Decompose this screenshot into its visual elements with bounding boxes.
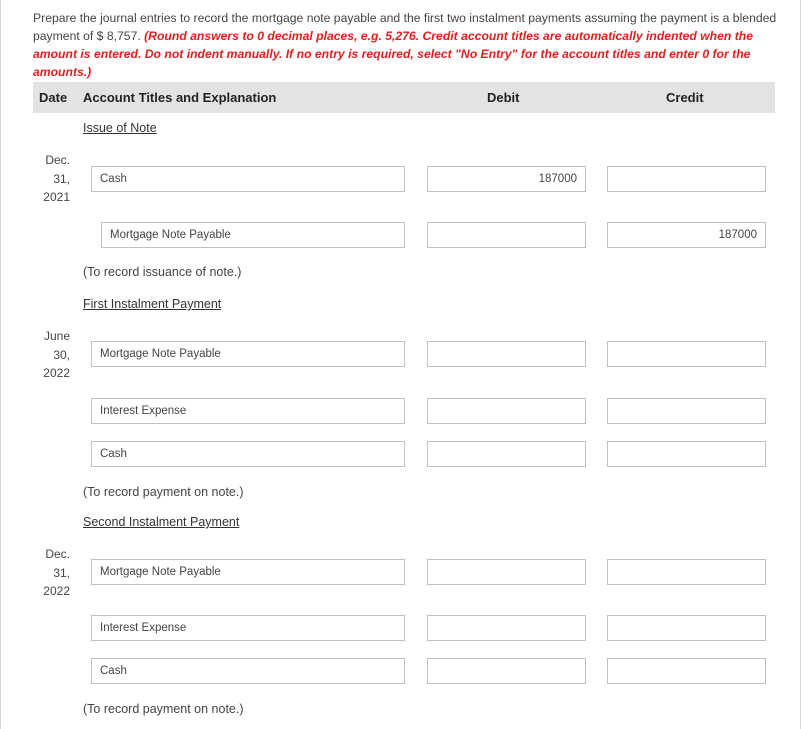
account-input[interactable]: Cash (91, 658, 405, 684)
date-year: 2021 (43, 190, 70, 204)
date-month: Dec. (45, 153, 70, 167)
account-input[interactable]: Interest Expense (91, 615, 405, 641)
table-header (33, 82, 775, 113)
account-input[interactable]: Mortgage Note Payable (101, 222, 405, 248)
header-date: Date (39, 90, 68, 105)
debit-input[interactable] (427, 222, 586, 248)
date-year: 2022 (43, 366, 70, 380)
credit-input[interactable]: 187000 (607, 222, 766, 248)
entry-note-2: (To record payment on note.) (83, 485, 244, 499)
entry-date-3 (35, 545, 70, 601)
header-debit: Debit (487, 90, 520, 105)
account-input[interactable]: Cash (91, 441, 405, 467)
debit-input[interactable] (427, 398, 586, 424)
account-input[interactable]: Interest Expense (91, 398, 405, 424)
entry-note-1: (To record issuance of note.) (83, 265, 242, 279)
date-month: June (43, 329, 70, 343)
debit-input[interactable] (427, 559, 586, 585)
instructions (33, 9, 778, 81)
entry-date-2 (35, 327, 70, 383)
credit-input[interactable] (607, 166, 766, 192)
header-account: Account Titles and Explanation (83, 90, 277, 105)
date-day: 31, (53, 171, 70, 186)
instructions-text: Prepare the journal entries to record the mortgage note payable and the first two instalment payments assuming the payment is a blended payment of $ 8,757. (33, 11, 777, 43)
debit-input[interactable]: 187000 (427, 166, 586, 192)
debit-input[interactable] (427, 441, 586, 467)
credit-input[interactable] (607, 398, 766, 424)
account-input[interactable]: Mortgage Note Payable (91, 341, 405, 367)
account-input[interactable]: Cash (91, 166, 405, 192)
credit-input[interactable] (607, 615, 766, 641)
date-day: 31, (53, 565, 70, 580)
entry-title-issue: Issue of Note (83, 121, 157, 135)
entry-date-1 (35, 151, 70, 207)
instructions-emphasis: (Round answers to 0 decimal places, e.g. 5,276. Credit account titles are automatically indented when the amount is entered. Do not indent manually. If no entry is required, select "No Entry" for the account titles and enter 0 for the amounts.) (33, 29, 753, 79)
date-year: 2022 (43, 584, 70, 598)
credit-input[interactable] (607, 559, 766, 585)
entry-title-second-instalment: Second Instalment Payment (83, 515, 240, 529)
debit-input[interactable] (427, 615, 586, 641)
debit-input[interactable] (427, 341, 586, 367)
date-day: 30, (53, 347, 70, 362)
account-input[interactable]: Mortgage Note Payable (91, 559, 405, 585)
credit-input[interactable] (607, 441, 766, 467)
debit-input[interactable] (427, 658, 586, 684)
credit-input[interactable] (607, 658, 766, 684)
header-credit: Credit (666, 90, 704, 105)
entry-note-3: (To record payment on note.) (83, 702, 244, 716)
credit-input[interactable] (607, 341, 766, 367)
date-month: Dec. (45, 547, 70, 561)
entry-title-first-instalment: First Instalment Payment (83, 297, 222, 311)
